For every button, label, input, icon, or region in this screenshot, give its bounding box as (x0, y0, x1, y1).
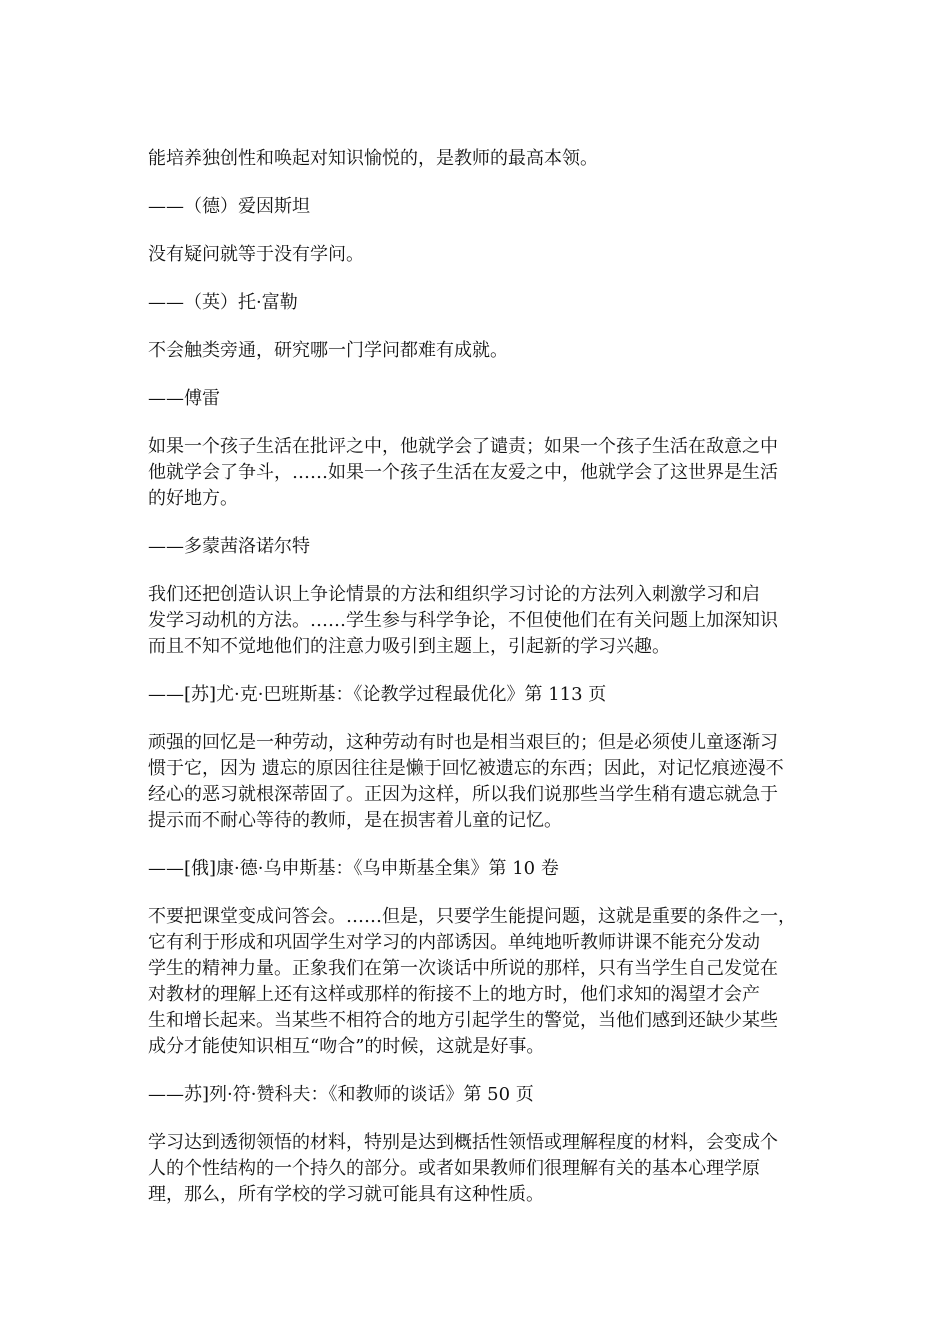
document-page (148, 146, 820, 1230)
quote-learning-material: 学习达到透彻领悟的材料，特别是达到概括性领悟或理解程度的材料，会变成个 人的个性结构的一个持久的部分。或者如果教师们很理解有关的基本心理学原 理，那么，所有学校的学习就可能具有这种性质。 (148, 1132, 778, 1205)
attribution-babansky: ——[苏]尤·克·巴班斯基：《论教学过程最优化》第 113 页 (148, 684, 607, 705)
quote-fuller: 没有疑问就等于没有学问。 (148, 244, 364, 265)
attribution-einstein: ——（德）爱因斯坦 (148, 196, 310, 217)
quote-fu-lei: 不会触类旁通，研究哪一门学问都难有成就。 (148, 340, 508, 361)
attribution-ushinsky: ——[俄]康·德·乌申斯基：《乌申斯基全集》第 10 卷 (148, 858, 559, 879)
attribution-fu-lei: ——傅雷 (148, 388, 220, 409)
quote-babansky: 我们还把创造认识上争论情景的方法和组织学习讨论的方法列入刺激学习和启 发学习动机的方法。……学生参与科学争论，不但使他们在有关问题上加深知识 而且不知不觉地他们的注意力吸引到主题上，引起新的学习兴趣。 (148, 584, 778, 657)
quote-einstein: 能培养独创性和唤起对知识愉悦的，是教师的最高本领。 (148, 148, 598, 169)
attribution-fuller: ——（英）托·富勒 (148, 292, 298, 313)
quote-ushinsky: 顽强的回忆是一种劳动，这种劳动有时也是相当艰巨的；但是必须使儿童逐渐习 惯于它，因为 遗忘的原因往往是懒于回忆被遗忘的东西；因此，对记忆痕迹漫不 经心的恶习就根深蒂固了。正因为这样，所以我们说那些当学生稍有遗忘就急于 提示而不耐心等待的教师，是在损害着儿童的记忆。 (148, 732, 784, 831)
quote-nolte: 如果一个孩子生活在批评之中，他就学会了谴责；如果一个孩子生活在敌意之中 他就学会了争斗，……如果一个孩子生活在友爱之中，他就学会了这世界是生活 的好地方。 (148, 436, 778, 509)
quote-zankov: 不要把课堂变成问答会。……但是，只要学生能提问题，这就是重要的条件之一， 它有利于形成和巩固学生对学习的内部诱因。单纯地听教师讲课不能充分发动 学生的精神力量。正象我们在第一次谈话中所说的那样，只有当学生自己发觉在 对教材的理解上还有这样或那样的衔接不上的地方时，他们求知的渴望才会产 生和增长起来。当某些不相符合的地方引起学生的警觉，当他们感到还缺少某些 成分才能使知识相互“吻合”的时候，这就是好事。 (148, 906, 796, 1057)
attribution-zankov: ——苏]列·符·赞科夫：《和教师的谈话》第 50 页 (148, 1084, 534, 1105)
attribution-nolte: ——多蒙茜洛诺尔特 (148, 536, 310, 557)
